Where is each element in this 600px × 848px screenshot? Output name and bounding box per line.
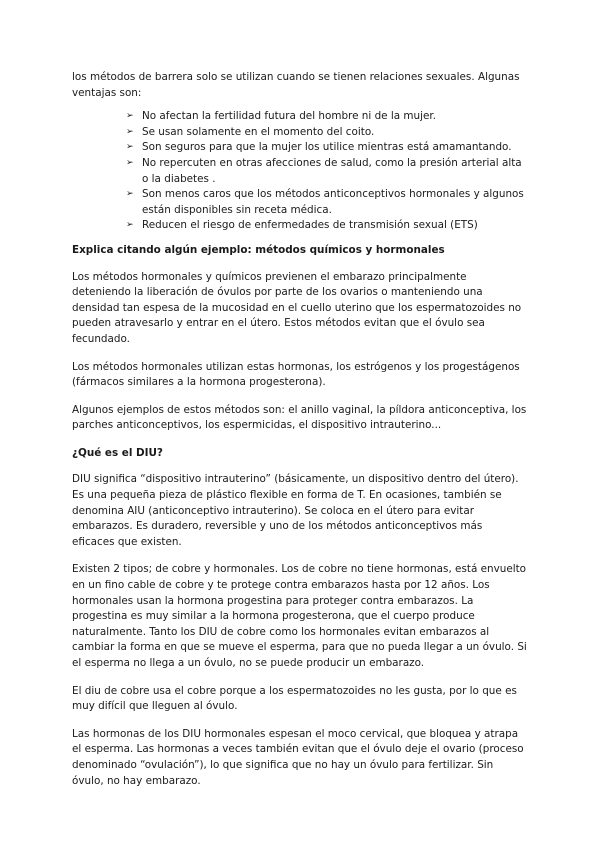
- paragraph: Existen 2 tipos; de cobre y hormonales. Los de cobre no tiene hormonas, está envuelto en un fino cable de cobre y te protege contra embarazos hasta por 12 años. Los hormonales usan la hormona progestina para proteger contra embarazos. La progestina es muy similar a la hormona progesterona, que el cuerpo produce naturalmente. Tanto los DIU de cobre como los hormonales evitan embarazos al cambiar la forma en que se mueve el esperma, para que no pueda llegar a un óvulo. Si el esperma no llega a un óvulo, no se puede producir un embarazo.: [72, 563, 527, 669]
- list-item: ➢ Son seguros para que la mujer los utilice mientras está amamantando.: [126, 140, 528, 156]
- arrow-bullet-icon: ➢: [126, 157, 134, 168]
- paragraph: El diu de cobre usa el cobre porque a los espermatozoides no les gusta, por lo que es muy difícil que lleguen al óvulo.: [72, 684, 517, 713]
- paragraph: Algunos ejemplos de estos métodos son: el anillo vaginal, la píldora anticonceptiva, los parches anticonceptivos, los espermicidas, el dispositivo intrauterino...: [72, 403, 527, 432]
- paragraph: Los métodos hormonales y químicos previenen el embarazo principalmente deteniendo la liberación de óvulos por parte de los ovarios o manteniendo una densidad tan espesa de la mucosidad en el cuello uterino que los espermatozoides no pueden atravesarlo y entrar en el útero. Estos métodos evitan que el óvulo sea fecundado.: [72, 270, 522, 345]
- intro-paragraph: los métodos de barrera solo se utilizan cuando se tienen relaciones sexuales. Algunas ventajas son:: [72, 71, 520, 99]
- arrow-bullet-icon: ➢: [126, 142, 134, 153]
- arrow-bullet-icon: ➢: [126, 111, 134, 122]
- document-page: [72, 70, 528, 801]
- arrow-bullet-icon: ➢: [126, 220, 134, 231]
- list-item: ➢ Reducen el riesgo de enfermedades de transmisión sexual (ETS): [126, 218, 528, 234]
- arrow-bullet-icon: ➢: [126, 189, 134, 200]
- list-item: ➢ No repercuten en otras afecciones de salud, como la presión arterial alta o la diabetes .: [126, 156, 522, 185]
- list-item: ➢ Se usan solamente en el momento del coito.: [126, 125, 528, 141]
- list-item: ➢ No afectan la fertilidad futura del hombre ni de la mujer.: [126, 109, 528, 125]
- paragraph: DIU significa “dispositivo intrauterino” (básicamente, un dispositivo dentro del útero). Es una pequeña pieza de plástico flexible en forma de T. En ocasiones, también se denomina AIU (anticonceptivo intrauterino). Se coloca en el útero para evitar embarazos. Es duradero, reversible y uno de los métodos anticonceptivos más eficaces que existen.: [72, 473, 519, 548]
- section-heading-diu: ¿Qué es el DIU?: [72, 446, 163, 459]
- section-heading-methods: Explica citando algún ejemplo: métodos químicos y hormonales: [72, 243, 445, 256]
- paragraph: Las hormonas de los DIU hormonales espesan el moco cervical, que bloquea y atrapa el esperma. Las hormonas a veces también evitan que el óvulo deje el ovario (proceso denominado “ovulación”), lo que significa que no hay un óvulo para fertilizar. Sin óvulo, no hay embarazo.: [72, 727, 524, 787]
- arrow-bullet-icon: ➢: [126, 126, 134, 137]
- list-item: ➢ Son menos caros que los métodos anticonceptivos hormonales y algunos están disponibles sin receta médica.: [126, 188, 524, 216]
- paragraph: Los métodos hormonales utilizan estas hormonas, los estrógenos y los progestágenos (fármacos similares a la hormona progesterona).: [72, 360, 520, 389]
- advantages-list: [72, 109, 528, 234]
